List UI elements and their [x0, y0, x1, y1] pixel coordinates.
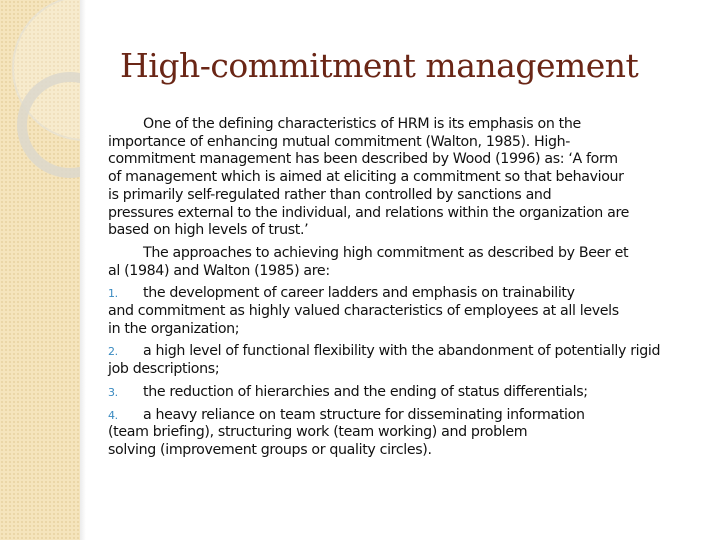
- text-line: a heavy reliance on team structure for disseminating information: [143, 406, 585, 423]
- text-line: based on high levels of trust.’: [108, 222, 309, 239]
- text-line: solving (improvement groups or quality circles).: [108, 441, 432, 458]
- text-line: importance of enhancing mutual commitment (Walton, 1985). High-: [108, 133, 571, 150]
- text-line: of management which is aimed at eliciting a commitment so that behaviour: [108, 169, 624, 186]
- text-line: (team briefing), structuring work (team working) and problem: [108, 424, 528, 441]
- text-line: a high level of functional flexibility with the abandonment of potentially rigid: [143, 343, 661, 360]
- text-line: is primarily self-regulated rather than controlled by sanctions and: [108, 186, 552, 203]
- list-item-2: [108, 343, 660, 378]
- sidebar-shadow: [80, 0, 86, 540]
- text-line: the development of career ladders and emphasis on trainability: [143, 285, 575, 302]
- text-line: in the organization;: [108, 320, 240, 337]
- slide-title: High-commitment management: [120, 46, 639, 85]
- paragraph-1: [108, 116, 660, 240]
- text-line: al (1984) and Walton (1985) are:: [108, 262, 330, 279]
- list-number: 1.: [108, 287, 118, 301]
- list-item-1: [108, 285, 660, 338]
- decorative-sidebar: [0, 0, 80, 540]
- list-item-4: [108, 407, 660, 460]
- circles-decoration-icon: [0, 0, 80, 540]
- text-line: The approaches to achieving high commitment as described by Beer et: [143, 244, 629, 261]
- paragraph-2: [108, 245, 660, 280]
- text-line: commitment management has been described by Wood (1996) as: ‘A form: [108, 151, 618, 168]
- list-number: 4.: [108, 408, 118, 422]
- text-line: One of the defining characteristics of HRM is its emphasis on the: [143, 116, 581, 132]
- slide-body: [108, 116, 660, 460]
- list-item-3: [108, 384, 660, 402]
- list-number: 3.: [108, 385, 118, 399]
- text-line: and commitment as highly valued characteristics of employees at all levels: [108, 303, 619, 320]
- text-line: the reduction of hierarchies and the ending of status differentials;: [143, 383, 588, 400]
- text-line: pressures external to the individual, and relations within the organization are: [108, 204, 630, 221]
- text-line: job descriptions;: [108, 361, 220, 378]
- list-number: 2.: [108, 345, 118, 359]
